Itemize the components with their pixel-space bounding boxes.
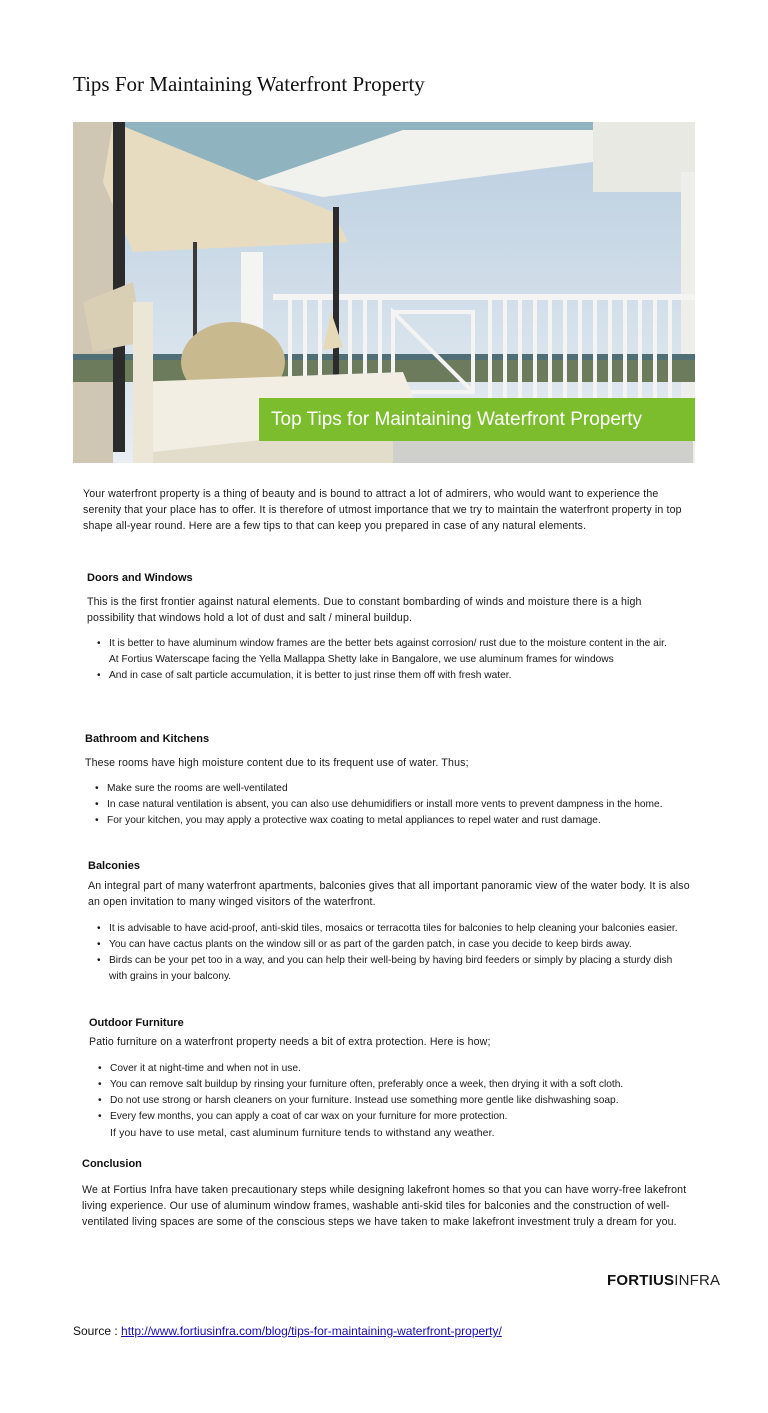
hero-image [73, 122, 695, 463]
list-item: • Birds can be your pet too in a way, and you can help their well-being by having bird feeders or simply by placing a sturdy dish with grains in your balcony. [97, 953, 680, 985]
furniture-paragraph: Patio furniture on a waterfront property needs a bit of extra protection. Here is how; [89, 1036, 491, 1048]
logo-light-text: INFRA [674, 1272, 721, 1289]
balconies-list [97, 921, 680, 985]
list-item: • Make sure the rooms are well-ventilated [95, 781, 680, 797]
page-title: Tips For Maintaining Waterfront Property [73, 72, 425, 96]
balconies-heading: Balconies [88, 860, 140, 872]
list-item: • In case natural ventilation is absent, you can also use dehumidifiers or install more vents to prevent dampness in the home. [95, 797, 680, 813]
list-item: • Do not use strong or harsh cleaners on your furniture. Instead use something more gentle like dishwashing soap. [98, 1093, 688, 1109]
bathroom-list [95, 781, 680, 829]
furniture-note: If you have to use metal, cast aluminum furniture tends to withstand any weather. [110, 1128, 495, 1139]
intro-paragraph: Your waterfront property is a thing of beauty and is bound to attract a lot of admirers, who would want to experience the serenity that your place has to offer. It is therefore of utmost importance that we try to maintain the waterfront property in top shape all-year round. Here are a few tips to that can keep you prepared in case of any natural elements. [83, 488, 682, 532]
furniture-heading: Outdoor Furniture [89, 1017, 184, 1029]
list-item: • You can have cactus plants on the window sill or as part of the garden patch, in case you decide to keep birds away. [97, 937, 680, 953]
source-label: Source : [73, 1324, 122, 1338]
source-link[interactable]: http://www.fortiusinfra.com/blog/tips-for-maintaining-waterfront-property/ [121, 1324, 502, 1338]
doors-paragraph: This is the first frontier against natural elements. Due to constant bombarding of winds and moisture there is a high possibility that windows hold a lot of dust and salt / mineral buildup. [87, 596, 642, 624]
source-line [73, 1324, 502, 1338]
fortius-infra-logo [607, 1272, 720, 1289]
list-item: • For your kitchen, you may apply a protective wax coating to metal appliances to repel water and rust damage. [95, 813, 680, 829]
furniture-list [98, 1061, 688, 1125]
doors-heading: Doors and Windows [87, 572, 193, 584]
list-item: • It is advisable to have acid-proof, anti-skid tiles, mosaics or terracotta tiles for balconies to help cleaning your balconies easier. [97, 921, 680, 937]
doors-list [97, 636, 672, 684]
balconies-paragraph: An integral part of many waterfront apartments, balconies gives that all important panoramic view of the water body. It is also an open invitation to many winged visitors of the waterfront. [88, 880, 690, 908]
hero-banner: Top Tips for Maintaining Waterfront Property [259, 398, 695, 441]
bathroom-heading: Bathroom and Kitchens [85, 733, 210, 745]
list-item: • Every few months, you can apply a coat of car wax on your furniture for more protection. [98, 1109, 688, 1125]
list-item: • It is better to have aluminum window frames are the better bets against corrosion/ rust due to the moisture content in the air. At Fortius Waterscape facing the Yella Mallappa Shetty lake in Bangalore, we use aluminum frames for windows [97, 636, 672, 668]
logo-bold-text: FORTIUS [607, 1272, 675, 1289]
bathroom-paragraph: These rooms have high moisture content due to its frequent use of water. Thus; [85, 757, 469, 769]
conclusion-heading: Conclusion [82, 1158, 142, 1170]
list-item: • You can remove salt buildup by rinsing your furniture often, preferably once a week, then drying it with a soft cloth. [98, 1077, 688, 1093]
list-item: • Cover it at night-time and when not in use. [98, 1061, 688, 1077]
conclusion-paragraph: We at Fortius Infra have taken precautionary steps while designing lakefront homes so that you can have worry-free lakefront living experience. Our use of aluminum window frames, washable anti-skid tiles for balconies and the construction of well-ventilated living spaces are some of the conscious steps we have taken to make lakefront investment truly a dream for you. [82, 1184, 687, 1228]
list-item: • And in case of salt particle accumulation, it is better to just rinse them off with fresh water. [97, 668, 672, 684]
